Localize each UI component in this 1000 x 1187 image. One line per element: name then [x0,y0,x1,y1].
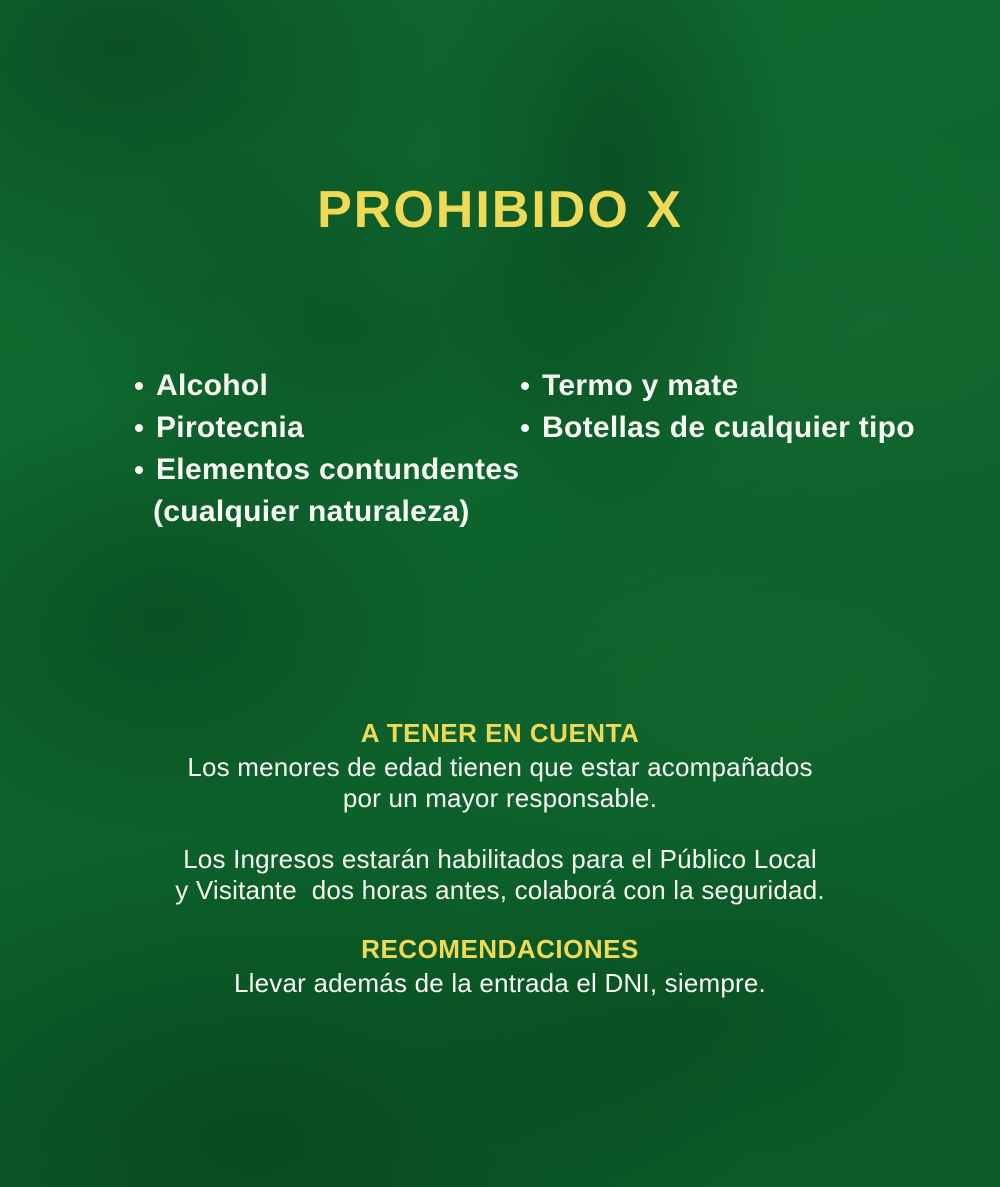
info-section [0,718,1000,999]
prohibited-list-left [135,365,519,533]
list-item-label: Botellas de cualquier tipo [542,411,915,444]
list-item [521,407,915,449]
bullet-icon [521,382,529,390]
list-item-label: Termo y mate [542,369,739,402]
notes-line-1: Los menores de edad tienen que estar acompañados [187,752,813,782]
list-item [521,365,915,407]
list-item-label: (cualquier naturaleza) [153,495,470,528]
list-item [135,407,519,449]
recommendations-heading: RECOMENDACIONES [361,934,639,964]
notes-paragraph-entry [0,844,1000,906]
poster-title: PROHIBIDO X [317,181,683,239]
notes-line-2: por un mayor responsable. [342,783,658,813]
recommendations-line: Llevar además de la entrada el DNI, siempre. [234,968,766,998]
notes-line-4: y Visitante dos horas antes, colaborá con la seguridad. [175,875,825,905]
notes-paragraph-minors [0,752,1000,814]
list-item [135,365,519,407]
list-item-label: Pirotecnia [156,411,305,444]
bullet-icon [135,424,143,432]
bullet-icon [135,466,143,474]
list-item-note [135,491,519,533]
list-item [135,449,519,491]
notes-heading: A TENER EN CUENTA [360,718,640,748]
list-item-label: Elementos contundentes [156,453,520,486]
bullet-icon [521,424,529,432]
prohibited-list-right [521,365,915,449]
list-item-label: Alcohol [156,369,269,402]
bullet-icon [135,382,143,390]
notes-line-3: Los Ingresos estarán habilitados para el Público Local [183,844,817,874]
